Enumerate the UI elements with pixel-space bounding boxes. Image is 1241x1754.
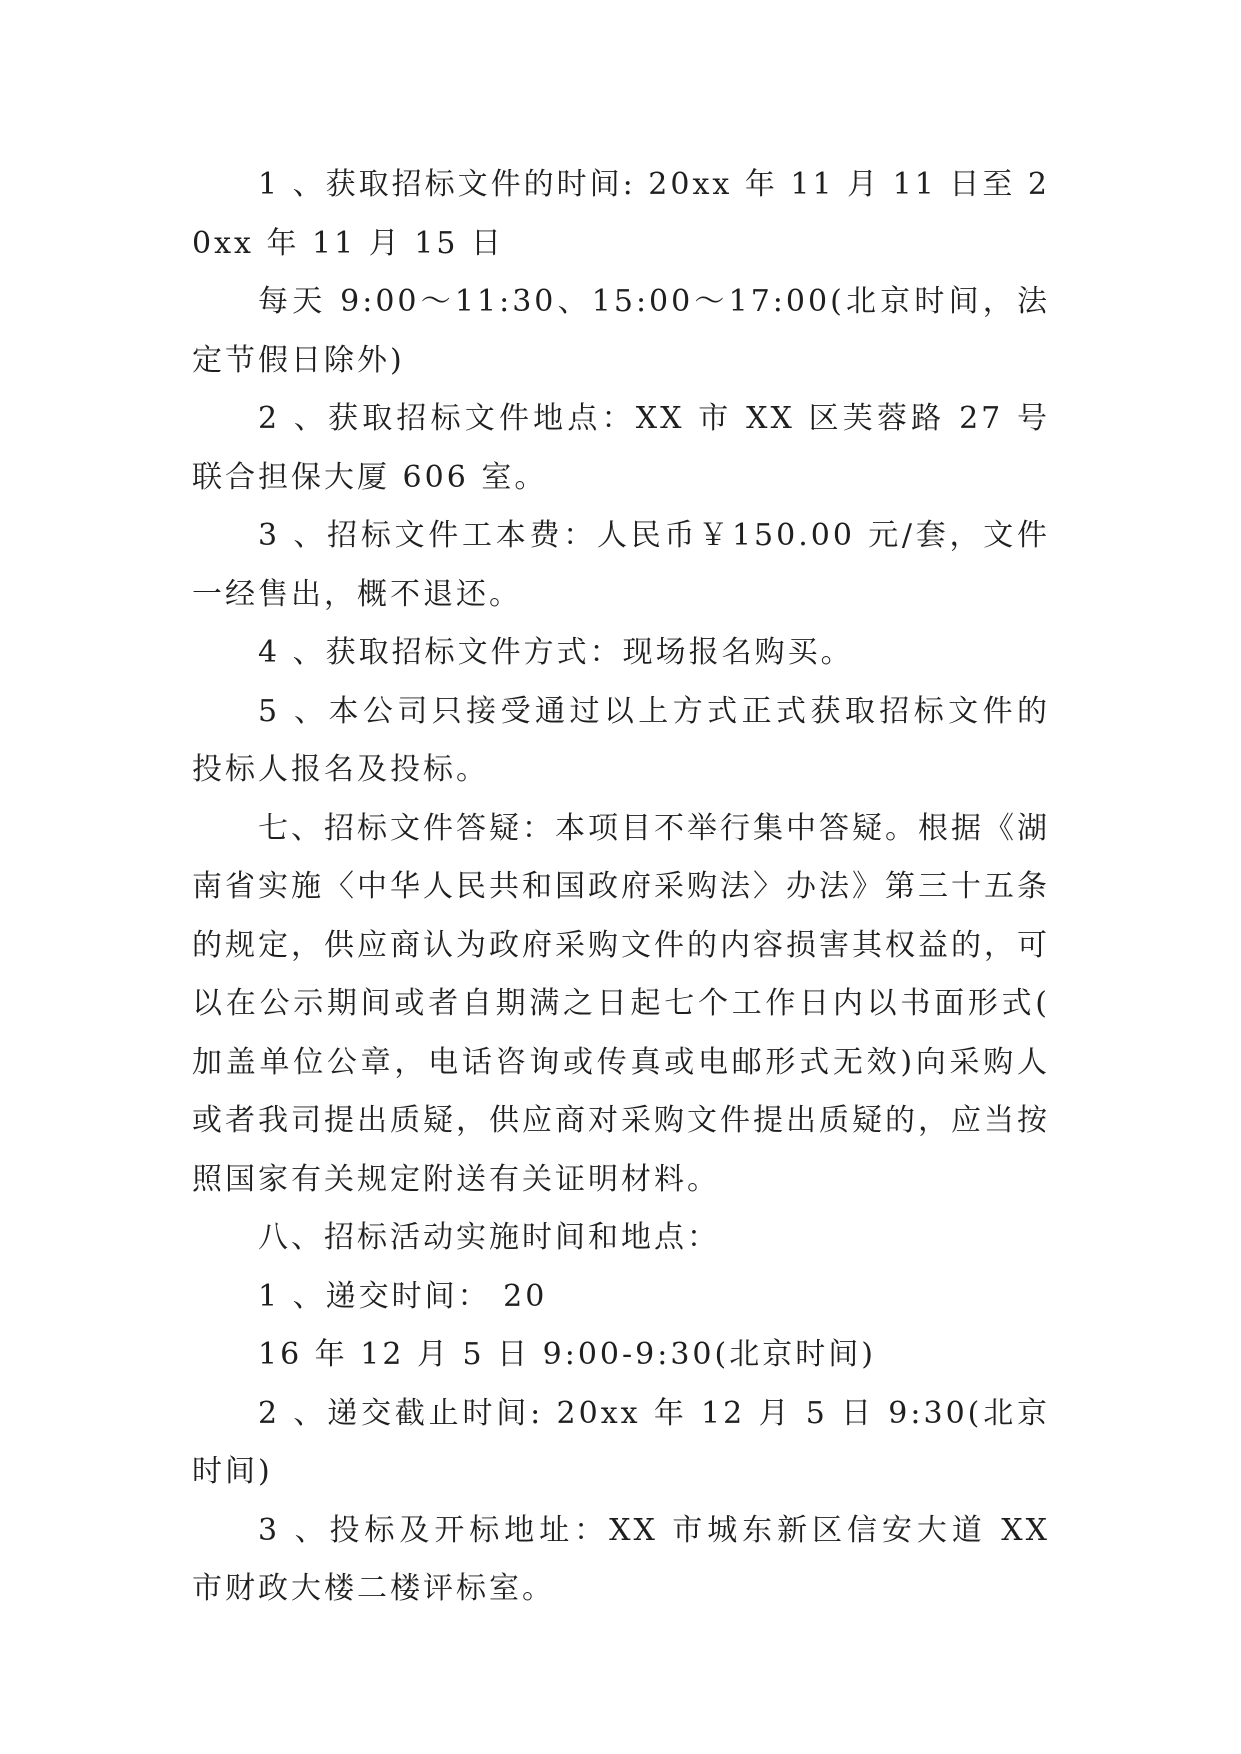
- paragraph-submission-date: 16 年 12 月 5 日 9:00-9:30(北京时间): [258, 1337, 876, 1372]
- paragraph-submission-time: 1 、递交时间： 20: [258, 1278, 548, 1314]
- paragraph-daily-hours: 每天 9:00～11:30、15:00～17:00(北京时间，法定节假日除外): [192, 284, 1050, 378]
- paragraph-document-fee: 3 、招标文件工本费：人民币￥150.00 元/套，文件一经售出，概不退还。: [192, 518, 1050, 612]
- paragraph-acquisition-method: 4 、获取招标文件方式：现场报名购买。: [258, 635, 854, 670]
- paragraph-document-acquisition-time: 1 、获取招标文件的时间: 20xx 年 11 月 11 日至 20xx 年 11 月 15 日: [192, 167, 1050, 261]
- paragraph-bid-opening-address: 3 、投标及开标地址：XX 市城东新区信安大道 XX 市财政大楼二楼评标室。: [192, 1512, 1050, 1606]
- paragraph-submission-deadline: 2 、递交截止时间: 20xx 年 12 月 5 日 9:30(北京时间): [192, 1395, 1050, 1489]
- paragraph-section-eight-heading: 八、招标活动实施时间和地点：: [258, 1220, 720, 1255]
- paragraph-bidder-eligibility: 5 、本公司只接受通过以上方式正式获取招标文件的投标人报名及投标。: [192, 693, 1050, 787]
- paragraph-section-seven-qa: 七、招标文件答疑：本项目不举行集中答疑。根据《湖南省实施〈中华人民共和国政府采购法〉办法》第三十五条的规定，供应商认为政府采购文件的内容损害其权益的，可以在公示期间或者自期满之日起七个工作日内以书面形式(加盖单位公章，电话咨询或传真或电邮形式无效)向采购人或者我司提出质疑，供应商对采购文件提出质疑的，应当按照国家有关规定附送有关证明材料。: [192, 810, 1050, 1197]
- paragraph-document-acquisition-location: 2 、获取招标文件地点：XX 市 XX 区芙蓉路 27 号联合担保大厦 606 室。: [192, 401, 1050, 495]
- document-body: [192, 156, 1050, 1619]
